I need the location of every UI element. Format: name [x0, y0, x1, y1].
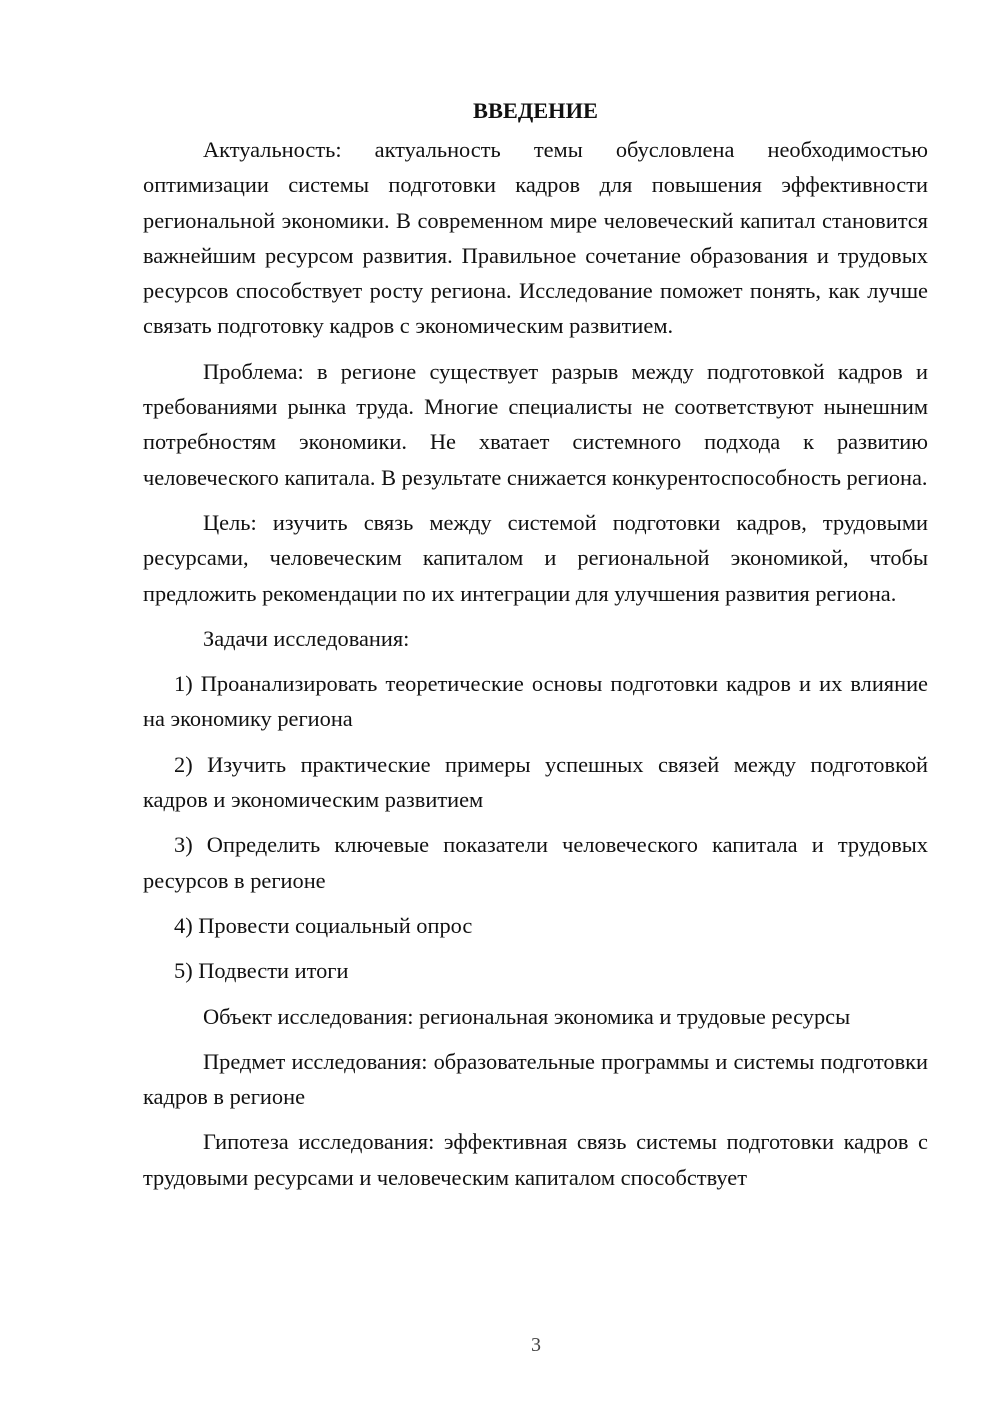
task-item-4: 4) Провести социальный опрос [174, 912, 473, 938]
paragraph-hypothesis: Гипотеза исследования: эффективная связь системы подготовки кадров с трудовыми ресурсами и человеческим капиталом способствует [143, 1129, 928, 1190]
paragraph-problem: Проблема: в регионе существует разрыв между подготовкой кадров и требованиями рынка труда. Многие специалисты не соответствуют нынешним потребностям экономики. Не хватает системного подхода к развитию человеческого капитала. В результате снижается конкурентоспособность региона. [143, 358, 928, 490]
page-number: 3 [531, 1334, 541, 1356]
document-title: ВВЕДЕНИЕ [473, 98, 598, 123]
paragraph-object: Объект исследования: региональная экономика и трудовые ресурсы [203, 1003, 851, 1029]
paragraph-subject: Предмет исследования: образовательные программы и системы подготовки кадров в регионе [143, 1048, 928, 1110]
task-item-2: 2) Изучить практические примеры успешных связей между подготовкой кадров и экономическим развитием [143, 751, 928, 813]
task-item-3: 3) Определить ключевые показатели человеческого капитала и трудовых ресурсов в регионе [143, 832, 928, 893]
paragraph-goal: Цель: изучить связь между системой подготовки кадров, трудовыми ресурсами, человеческим капиталом и региональной экономикой, чтобы предложить рекомендации по их интеграции для улучшения развития региона. [143, 509, 928, 606]
task-item-1: 1) Проанализировать теоретические основы подготовки кадров и их влияние на экономику региона [143, 671, 928, 732]
document-page [143, 96, 928, 1205]
tasks-heading: Задачи исследования: [203, 625, 410, 651]
task-item-5: 5) Подвести итоги [174, 958, 349, 984]
paragraph-relevance: Актуальность: актуальность темы обусловлена необходимостью оптимизации системы подготовки кадров для повышения эффективности региональной экономики. В современном мире человеческий капитал становится важнейшим ресурсом развития. Правильное сочетание образования и трудовых ресурсов способствует росту региона. Исследование поможет понять, как лучше связать подготовку кадров с экономическим развитием. [143, 137, 928, 339]
